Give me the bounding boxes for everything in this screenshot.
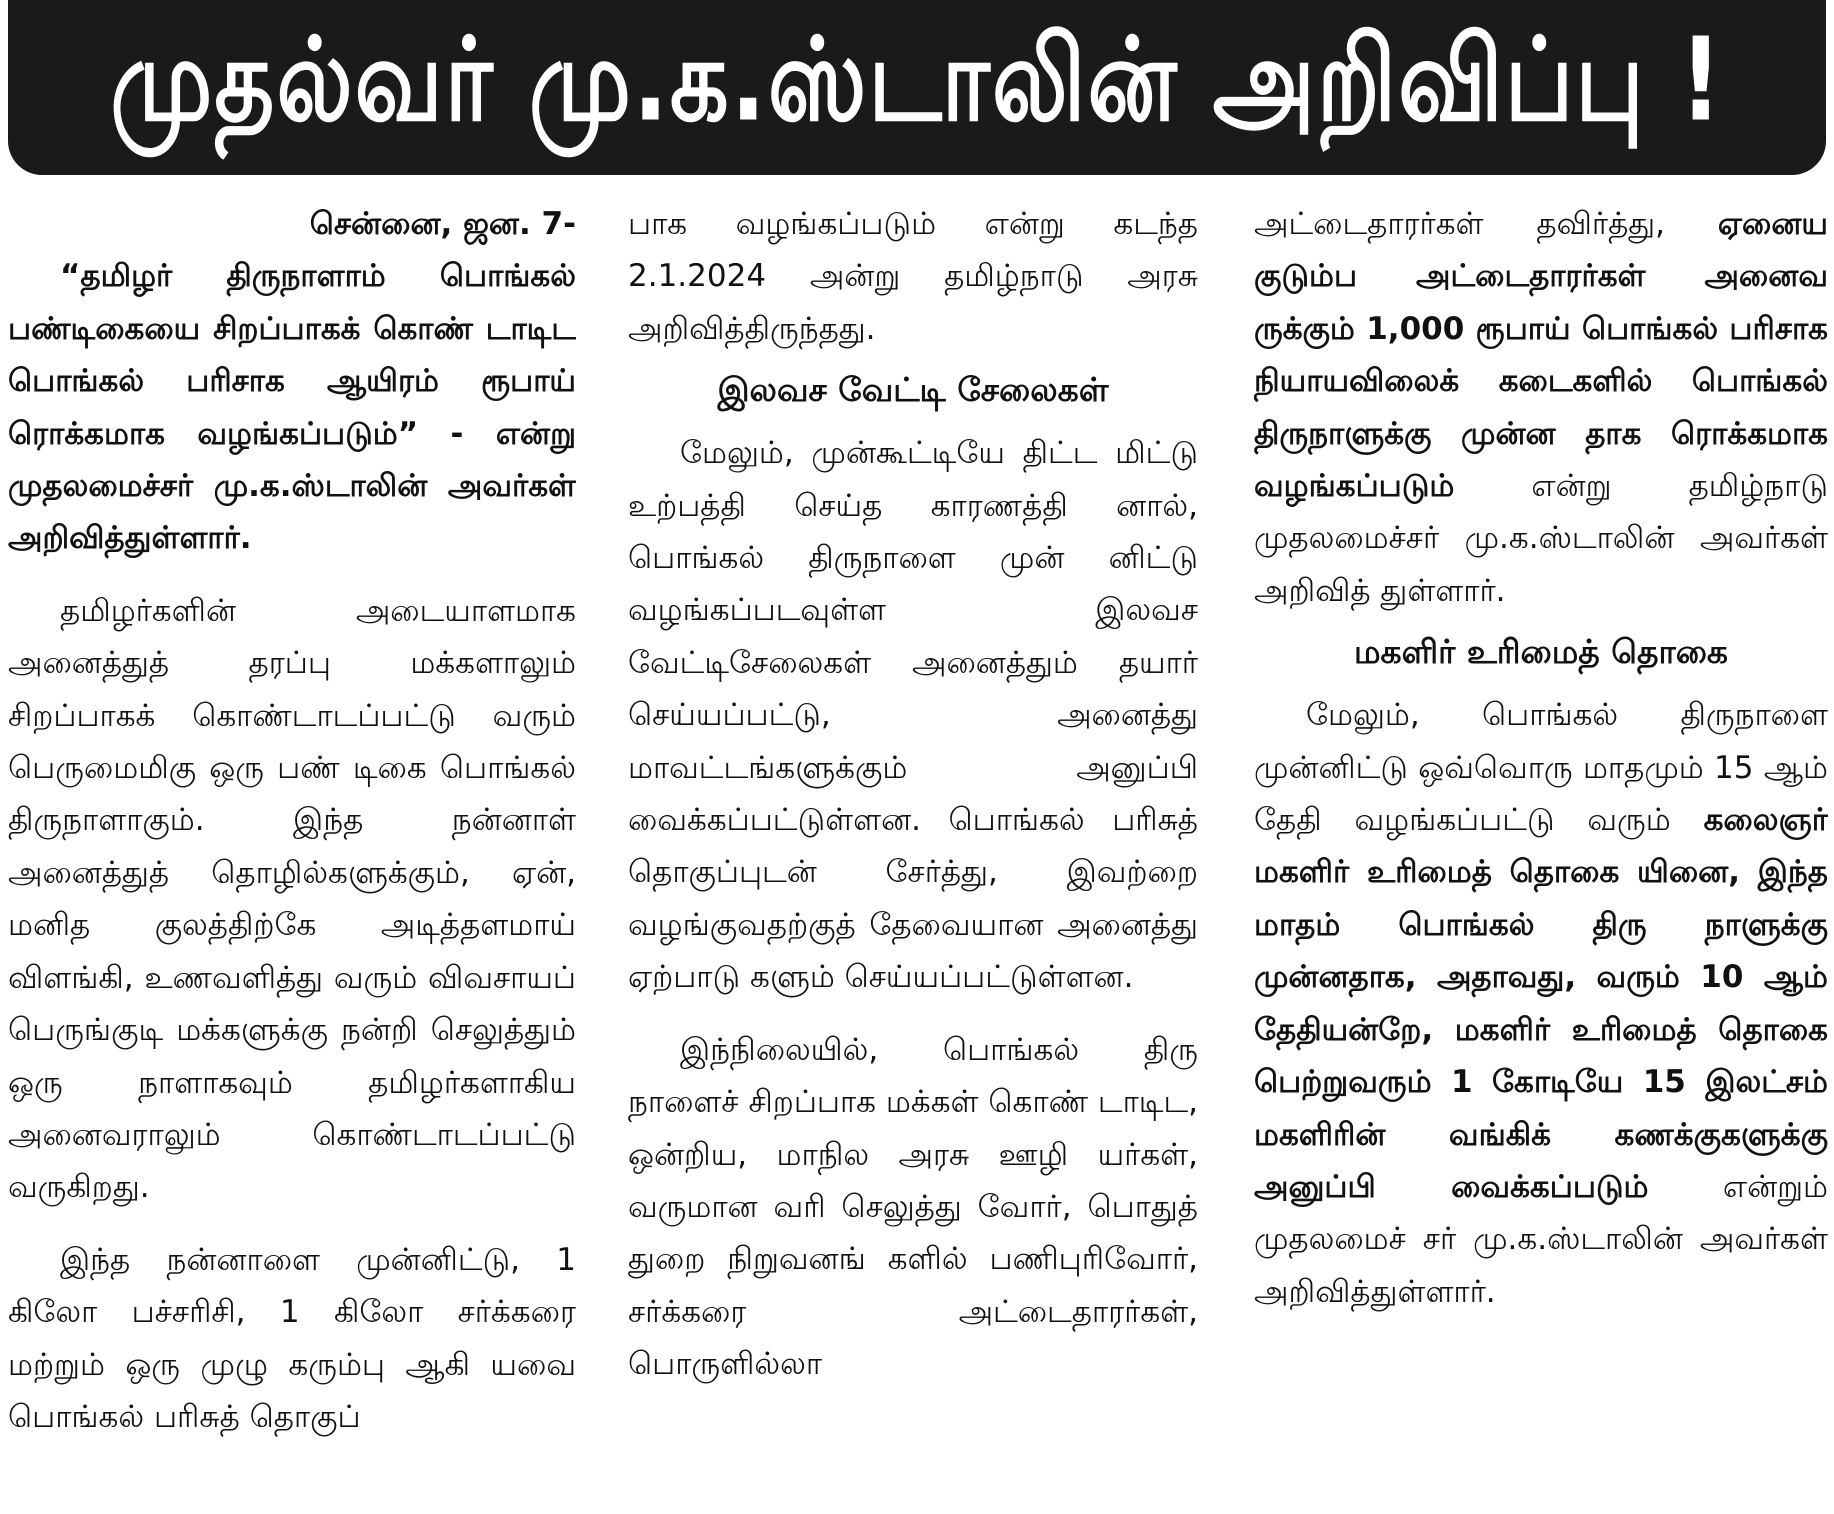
body-text: என்று தமிழ்நாடு முதலமைச்சர் மு.க.ஸ்டாலின் அவர்கள் அறிவித் துள்ளார். [1254, 468, 1828, 609]
subheading: இலவச வேட்டி சேலைகள் [717, 370, 1109, 410]
body-paragraph: இந்நிலையில், பொங்கல் திரு நாளைச் சிறப்பாக மக்கள் கொண் டாடிட, ஒன்றிய, மாநில அரசு ஊழி யர்கள், வருமான வரி செலுத்து வோர், பொதுத் துறை நிறுவனங் களில் பணிபுரிவோர், சர்க்கரை அட்டைதாரர்கள், பொருளில்லா [628, 1031, 1198, 1383]
body-text: மேலும், பொங்கல் திருநாளை முன்னிட்டு ஒவ்வொரு மாதமும் 15 ஆம் தேதி வழங்கப்பட்டு வரும் [1254, 697, 1828, 839]
lead-paragraph: “தமிழர் திருநாளாம் பொங்கல் பண்டிகையை சிறப்பாகக் கொண் டாடிட பொங்கல் பரிசாக ஆயிரம் ரூபாய் ரொக்கமாக வழங்கப்படும்” - என்று முதலமைச்சர் மு.க.ஸ்டாலின் அவர்கள் அறிவித்துள்ளார். [8, 258, 576, 557]
bold-text: கலைஞர் மகளிர் உரிமைத் தொகை யினை, இந்த மாதம் பொங்கல் திரு நாளுக்கு முன்னதாக, அதாவது, வரும் 10 ஆம் தேதியன்றே, மகளிர் உரிமைத் தொகை பெற்றுவரும் 1 கோடியே 15 இலட்சம் மகளிரின் வங்கிக் கணக்குகளுக்கு அனுப்பி வைக்கப்படும் [1254, 802, 1828, 1205]
headline: முதல்வர் மு.க.ஸ்டாலின் அறிவிப்பு ! [110, 12, 1724, 147]
subheading: மகளிர் உரிமைத் தொகை [1353, 632, 1729, 672]
body-paragraph: இந்த நன்னாளை முன்னிட்டு, 1 கிலோ பச்சரிசி, 1 கிலோ சர்க்கரை மற்றும் ஒரு முழு கரும்பு ஆகி யவை பொங்கல் பரிசுத் தொகுப் [8, 1241, 576, 1435]
body-paragraph: பாக வழங்கப்படும் என்று கடந்த 2.1.2024 அன்று தமிழ்நாடு அரசு அறிவித்திருந்தது. [628, 206, 1198, 347]
article-column-3 [1254, 198, 1828, 1514]
body-text: என்றும் முதலமைச் சர் மு.க.ஸ்டாலின் அவர்கள் அறிவித்துள்ளார். [1254, 1168, 1828, 1310]
article-column-1 [8, 198, 576, 1514]
body-paragraph [1254, 689, 1828, 1318]
bold-text: ஏனைய குடும்ப அட்டைதாரர்கள் அனைவ ருக்கும் 1,000 ரூபாய் பொங்கல் பரிசாக நியாயவிலைக் கடைகளில் பொங்கல் திருநாளுக்கு முன்ன தாக ரொக்கமாக வழங்கப்படும் [1254, 206, 1828, 505]
body-paragraph: தமிழர்களின் அடையாளமாக அனைத்துத் தரப்பு மக்களாலும் சிறப்பாகக் கொண்டாடப்பட்டு வரும் பெருமைமிகு ஒரு பண் டிகை பொங்கல் திருநாளாகும். இந்த நன்னாள் அனைத்துத் தொழில்களுக்கும், ஏன், மனித குலத்திற்கே அடித்தளமாய் விளங்கி, உணவளித்து வரும் விவசாயப் பெருங்குடி மக்களுக்கு நன்றி செலுத்தும் ஒரு நாளாகவும் தமிழர்களாகிய அனைவராலும் கொண்டாடப்பட்டு வருகிறது. [8, 592, 576, 1206]
article-column-2 [628, 198, 1198, 1514]
headline-banner [8, 0, 1826, 175]
body-paragraph [1254, 198, 1828, 617]
body-paragraph: மேலும், முன்கூட்டியே திட்ட மிட்டு உற்பத்தி செய்த காரணத்தி னால், பொங்கல் திருநாளை முன் னிட்டு வழங்கப்படவுள்ள இலவச வேட்டிசேலைகள் அனைத்தும் தயார் செய்யப்பட்டு, அனைத்து மாவட்டங்களுக்கும் அனுப்பி வைக்கப்பட்டுள்ளன. பொங்கல் பரிசுத் தொகுப்புடன் சேர்த்து, இவற்றை வழங்குவதற்குத் தேவையான அனைத்து ஏற்பாடு களும் செய்யப்பட்டுள்ளன. [628, 435, 1198, 996]
dateline: சென்னை, ஜன. 7- [309, 206, 576, 242]
body-text: அட்டைதாரர்கள் தவிர்த்து, [1254, 206, 1718, 242]
